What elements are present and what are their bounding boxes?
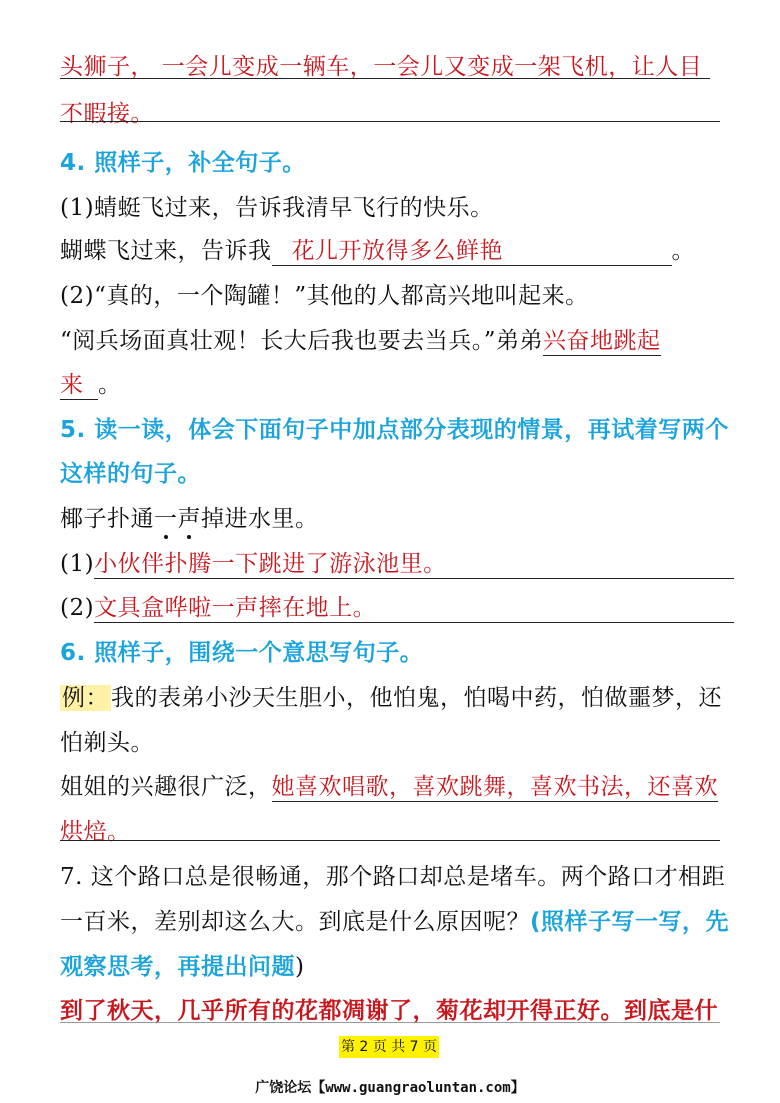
q5-example-post: 掉进水里。 xyxy=(201,506,319,532)
question-5-example xyxy=(60,500,319,533)
q5-example-pre: 椰子扑通 xyxy=(60,506,154,532)
question-7: 7. 这个路口总是很畅通，那个路口却总是堵车。两个路口才相距 xyxy=(60,864,726,890)
dotted-char: 一 xyxy=(154,500,178,533)
dotted-char: 声 xyxy=(178,500,202,533)
question-6-example xyxy=(60,679,722,712)
q5-1-answer: 小伙伴扑腾一下跳进了游泳池里。 xyxy=(94,545,734,579)
q6-prefix: 姐姐的兴趣很广泛， xyxy=(60,774,272,800)
question-4-example-2: (2)“真的，一个陶罐！”其他的人都高兴地叫起来。 xyxy=(60,283,589,309)
question-5-item-2 xyxy=(60,589,734,623)
question-7-answer: 到了秋天，几乎所有的花都凋谢了，菊花却开得正好。到底是什 xyxy=(60,997,718,1024)
answer-line: 不暇接。 xyxy=(60,101,154,127)
answer-underline xyxy=(60,840,720,841)
question-4-item-2 xyxy=(60,322,661,356)
question-7-cont-2 xyxy=(60,948,304,981)
q7-hint-cont: 观察思考，再提出问题 xyxy=(60,954,295,980)
answer-line: 头狮子， 一会儿变成一辆车，一会儿又变成一架飞机，让人目 xyxy=(60,54,703,80)
answer-underline xyxy=(60,1022,720,1023)
question-6-item xyxy=(60,768,718,802)
question-4-example-1: (1)蜻蜓飞过来，告诉我清早飞行的快乐。 xyxy=(60,195,494,221)
q7-hint-close: ) xyxy=(295,954,305,980)
q4-2-suffix: 。 xyxy=(98,372,122,398)
question-6-example-cont: 怕剃头。 xyxy=(60,730,154,756)
question-4-item-2-cont xyxy=(60,366,122,400)
q7-hint: (照样子写一写，先 xyxy=(530,909,730,935)
q7-text: 一百米，差别却这么大。到底是什么原因呢？ xyxy=(60,909,530,935)
q6-answer-b: 烘焙。 xyxy=(60,819,131,845)
q4-1-prefix: 蝴蝶飞过来，告诉我 xyxy=(60,238,272,264)
page-number-badge: 第 2 页 共 7 页 xyxy=(339,1036,439,1058)
example-tag: 例： xyxy=(62,685,109,711)
question-5-title: 5. 读一读，体会下面句子中加点部分表现的情景，再试着写两个 xyxy=(60,417,729,443)
question-4-item-1 xyxy=(60,232,695,266)
q4-2-prefix: “阅兵场面真壮观！长大后我也要去当兵。”弟弟 xyxy=(60,328,544,354)
question-5-title-cont: 这样的句子。 xyxy=(60,461,201,487)
footer-site-link[interactable]: 广饶论坛【www.guangraoluntan.com】 xyxy=(255,1080,525,1096)
q5-2-number: (2) xyxy=(60,595,95,621)
question-6-title: 6. 照样子，围绕一个意思写句子。 xyxy=(60,640,424,666)
question-7-cont xyxy=(60,903,729,936)
question-4-title: 4. 照样子，补全句子。 xyxy=(60,150,306,176)
q4-2-answer-b: 来 xyxy=(60,366,98,400)
question-5-item-1 xyxy=(60,545,734,579)
q5-1-number: (1) xyxy=(60,551,95,577)
q4-2-answer-a: 兴奋地跳起 xyxy=(543,322,661,356)
q6-example-a: 我的表弟小沙天生胆小，他怕鬼，怕喝中药，怕做噩梦，还 xyxy=(111,685,722,711)
q5-2-answer: 文具盒哗啦一声摔在地上。 xyxy=(94,589,734,623)
q4-1-suffix: 。 xyxy=(671,238,695,264)
q4-1-answer: 花儿开放得多么鲜艳 xyxy=(272,232,672,266)
q6-answer-a: 她喜欢唱歌，喜欢跳舞，喜欢书法，还喜欢 xyxy=(272,768,719,802)
answer-underline xyxy=(60,121,720,122)
answer-underline xyxy=(60,78,710,79)
